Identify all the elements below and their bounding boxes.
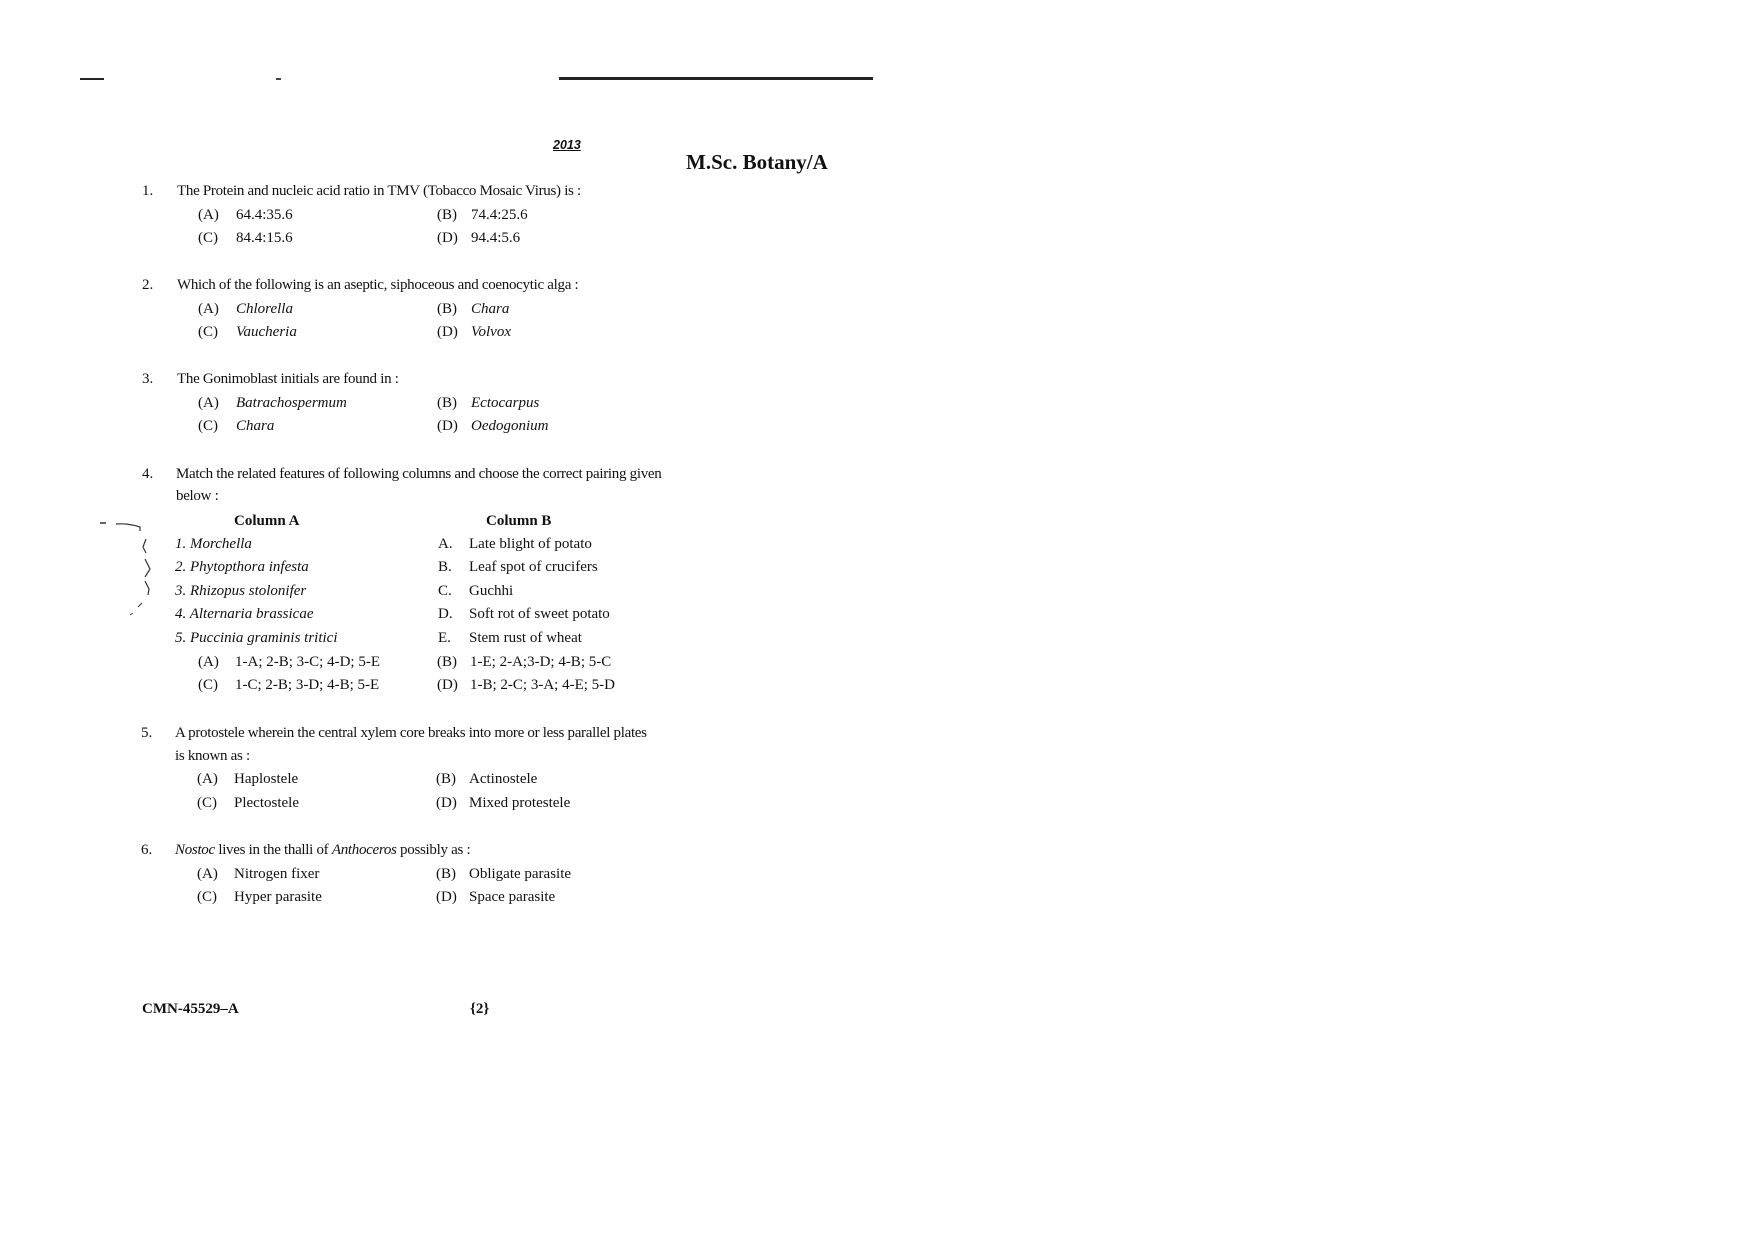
q3-option-b-label: (B)	[437, 395, 457, 411]
question-3-number: 3.	[142, 371, 154, 387]
question-1-number: 1.	[142, 183, 154, 199]
q6-option-c-label: (C)	[197, 889, 217, 905]
question-2-number: 2.	[142, 277, 154, 293]
top-left-dash	[80, 78, 104, 80]
q1-option-b-label: (B)	[437, 207, 457, 223]
question-5-text-line-1: A protostele wherein the central xylem core breaks into more or less parallel plates	[175, 725, 647, 741]
column-a-item-5: 5. Puccinia graminis tritici	[175, 630, 338, 646]
q1-option-c-label: (C)	[198, 230, 218, 246]
q2-option-a-label: (A)	[198, 301, 219, 317]
q1-option-a-label: (A)	[198, 207, 219, 223]
question-3-text: The Gonimoblast initials are found in :	[177, 371, 399, 387]
top-rule-line	[559, 77, 873, 80]
q1-option-c-text: 84.4:15.6	[236, 230, 293, 246]
question-2-text: Which of the following is an aseptic, siphoceous and coenocytic alga :	[177, 277, 579, 293]
column-b-label-d: D.	[438, 606, 453, 622]
q6-option-b-text: Obligate parasite	[469, 866, 572, 882]
q5-option-d-label: (D)	[436, 795, 457, 811]
column-a-item-2: 2. Phytopthora infesta	[175, 559, 309, 575]
column-b-item-a: Late blight of potato	[469, 536, 592, 552]
q4-option-b-label: (B)	[437, 654, 457, 670]
q4-option-d-label: (D)	[437, 677, 458, 693]
subject-title: M.Sc. Botany/A	[686, 150, 828, 174]
q2-option-d-text: Volvox	[471, 324, 511, 340]
question-6-part-1: Nostoc	[175, 842, 215, 858]
q4-option-d-text: 1-B; 2-C; 3-A; 4-E; 5-D	[470, 677, 615, 693]
page-number: {2}	[470, 1001, 490, 1017]
question-4-text-line-1: Match the related features of following columns and choose the correct pairing given	[176, 466, 662, 482]
q3-option-c-label: (C)	[198, 418, 218, 434]
column-b-label-b: B.	[438, 559, 452, 575]
q6-option-a-label: (A)	[197, 866, 218, 882]
q2-option-c-text: Vaucheria	[236, 324, 297, 340]
question-4-number: 4.	[142, 466, 154, 482]
q5-option-c-label: (C)	[197, 795, 217, 811]
q1-option-a-text: 64.4:35.6	[236, 207, 293, 223]
q4-option-a-label: (A)	[198, 654, 219, 670]
q2-option-c-label: (C)	[198, 324, 218, 340]
q5-option-a-label: (A)	[197, 771, 218, 787]
q6-option-d-text: Space parasite	[469, 889, 556, 905]
q1-option-b-text: 74.4:25.6	[471, 207, 528, 223]
q2-option-b-text: Chara	[471, 301, 510, 317]
column-b-item-d: Soft rot of sweet potato	[469, 606, 610, 622]
column-b-item-e: Stem rust of wheat	[469, 630, 582, 646]
question-6-part-2: lives in the thalli of	[214, 842, 332, 858]
q6-option-b-label: (B)	[436, 866, 456, 882]
column-a-item-4: 4. Alternaria brassicae	[175, 606, 314, 622]
exam-year: 2013	[553, 138, 581, 152]
question-5-number: 5.	[141, 725, 153, 741]
question-6-part-4: possibly as :	[396, 842, 471, 858]
q5-option-d-text: Mixed protestele	[469, 795, 571, 811]
question-1-text: The Protein and nucleic acid ratio in TMV (Tobacco Mosaic Virus) is :	[177, 183, 581, 199]
q6-option-c-text: Hyper parasite	[234, 889, 322, 905]
column-b-label-c: C.	[438, 583, 452, 599]
q3-option-b-text: Ectocarpus	[471, 395, 540, 411]
column-b-item-c: Guchhi	[469, 583, 514, 599]
question-6-part-3: Anthoceros	[331, 842, 397, 858]
question-6-text	[175, 842, 470, 859]
column-b-item-b: Leaf spot of crucifers	[469, 559, 598, 575]
q1-option-d-label: (D)	[437, 230, 458, 246]
q6-option-d-label: (D)	[436, 889, 457, 905]
q4-option-c-label: (C)	[198, 677, 218, 693]
q6-option-a-text: Nitrogen fixer	[234, 866, 320, 882]
column-a-title: Column A	[234, 513, 300, 529]
q1-option-d-text: 94.4:5.6	[471, 230, 521, 246]
q3-option-a-label: (A)	[198, 395, 219, 411]
q3-option-c-text: Chara	[236, 418, 275, 434]
q4-option-c-text: 1-C; 2-B; 3-D; 4-B; 5-E	[235, 677, 380, 693]
q2-option-d-label: (D)	[437, 324, 458, 340]
q5-option-c-text: Plectostele	[234, 795, 299, 811]
column-b-title: Column B	[486, 513, 552, 529]
top-dot-mark	[276, 78, 281, 80]
q5-option-b-label: (B)	[436, 771, 456, 787]
question-4-text-line-2: below :	[176, 488, 219, 504]
column-a-item-1: 1. Morchella	[175, 536, 252, 552]
q3-option-a-text: Batrachospermum	[236, 395, 347, 411]
q4-option-b-text: 1-E; 2-A;3-D; 4-B; 5-C	[470, 654, 612, 670]
question-5-text-line-2: is known as :	[175, 748, 250, 764]
q5-option-b-text: Actinostele	[469, 771, 538, 787]
q2-option-a-text: Chlorella	[236, 301, 293, 317]
q3-option-d-text: Oedogonium	[471, 418, 549, 434]
column-b-label-e: E.	[438, 630, 451, 646]
exam-code: CMN-45529–A	[142, 1001, 239, 1017]
q2-option-b-label: (B)	[437, 301, 457, 317]
column-a-item-3: 3. Rhizopus stolonifer	[175, 583, 307, 599]
q4-option-a-text: 1-A; 2-B; 3-C; 4-D; 5-E	[235, 654, 380, 670]
q5-option-a-text: Haplostele	[234, 771, 299, 787]
margin-scribble-marks	[96, 515, 156, 635]
q3-option-d-label: (D)	[437, 418, 458, 434]
question-6-number: 6.	[141, 842, 153, 858]
column-b-label-a: A.	[438, 536, 453, 552]
